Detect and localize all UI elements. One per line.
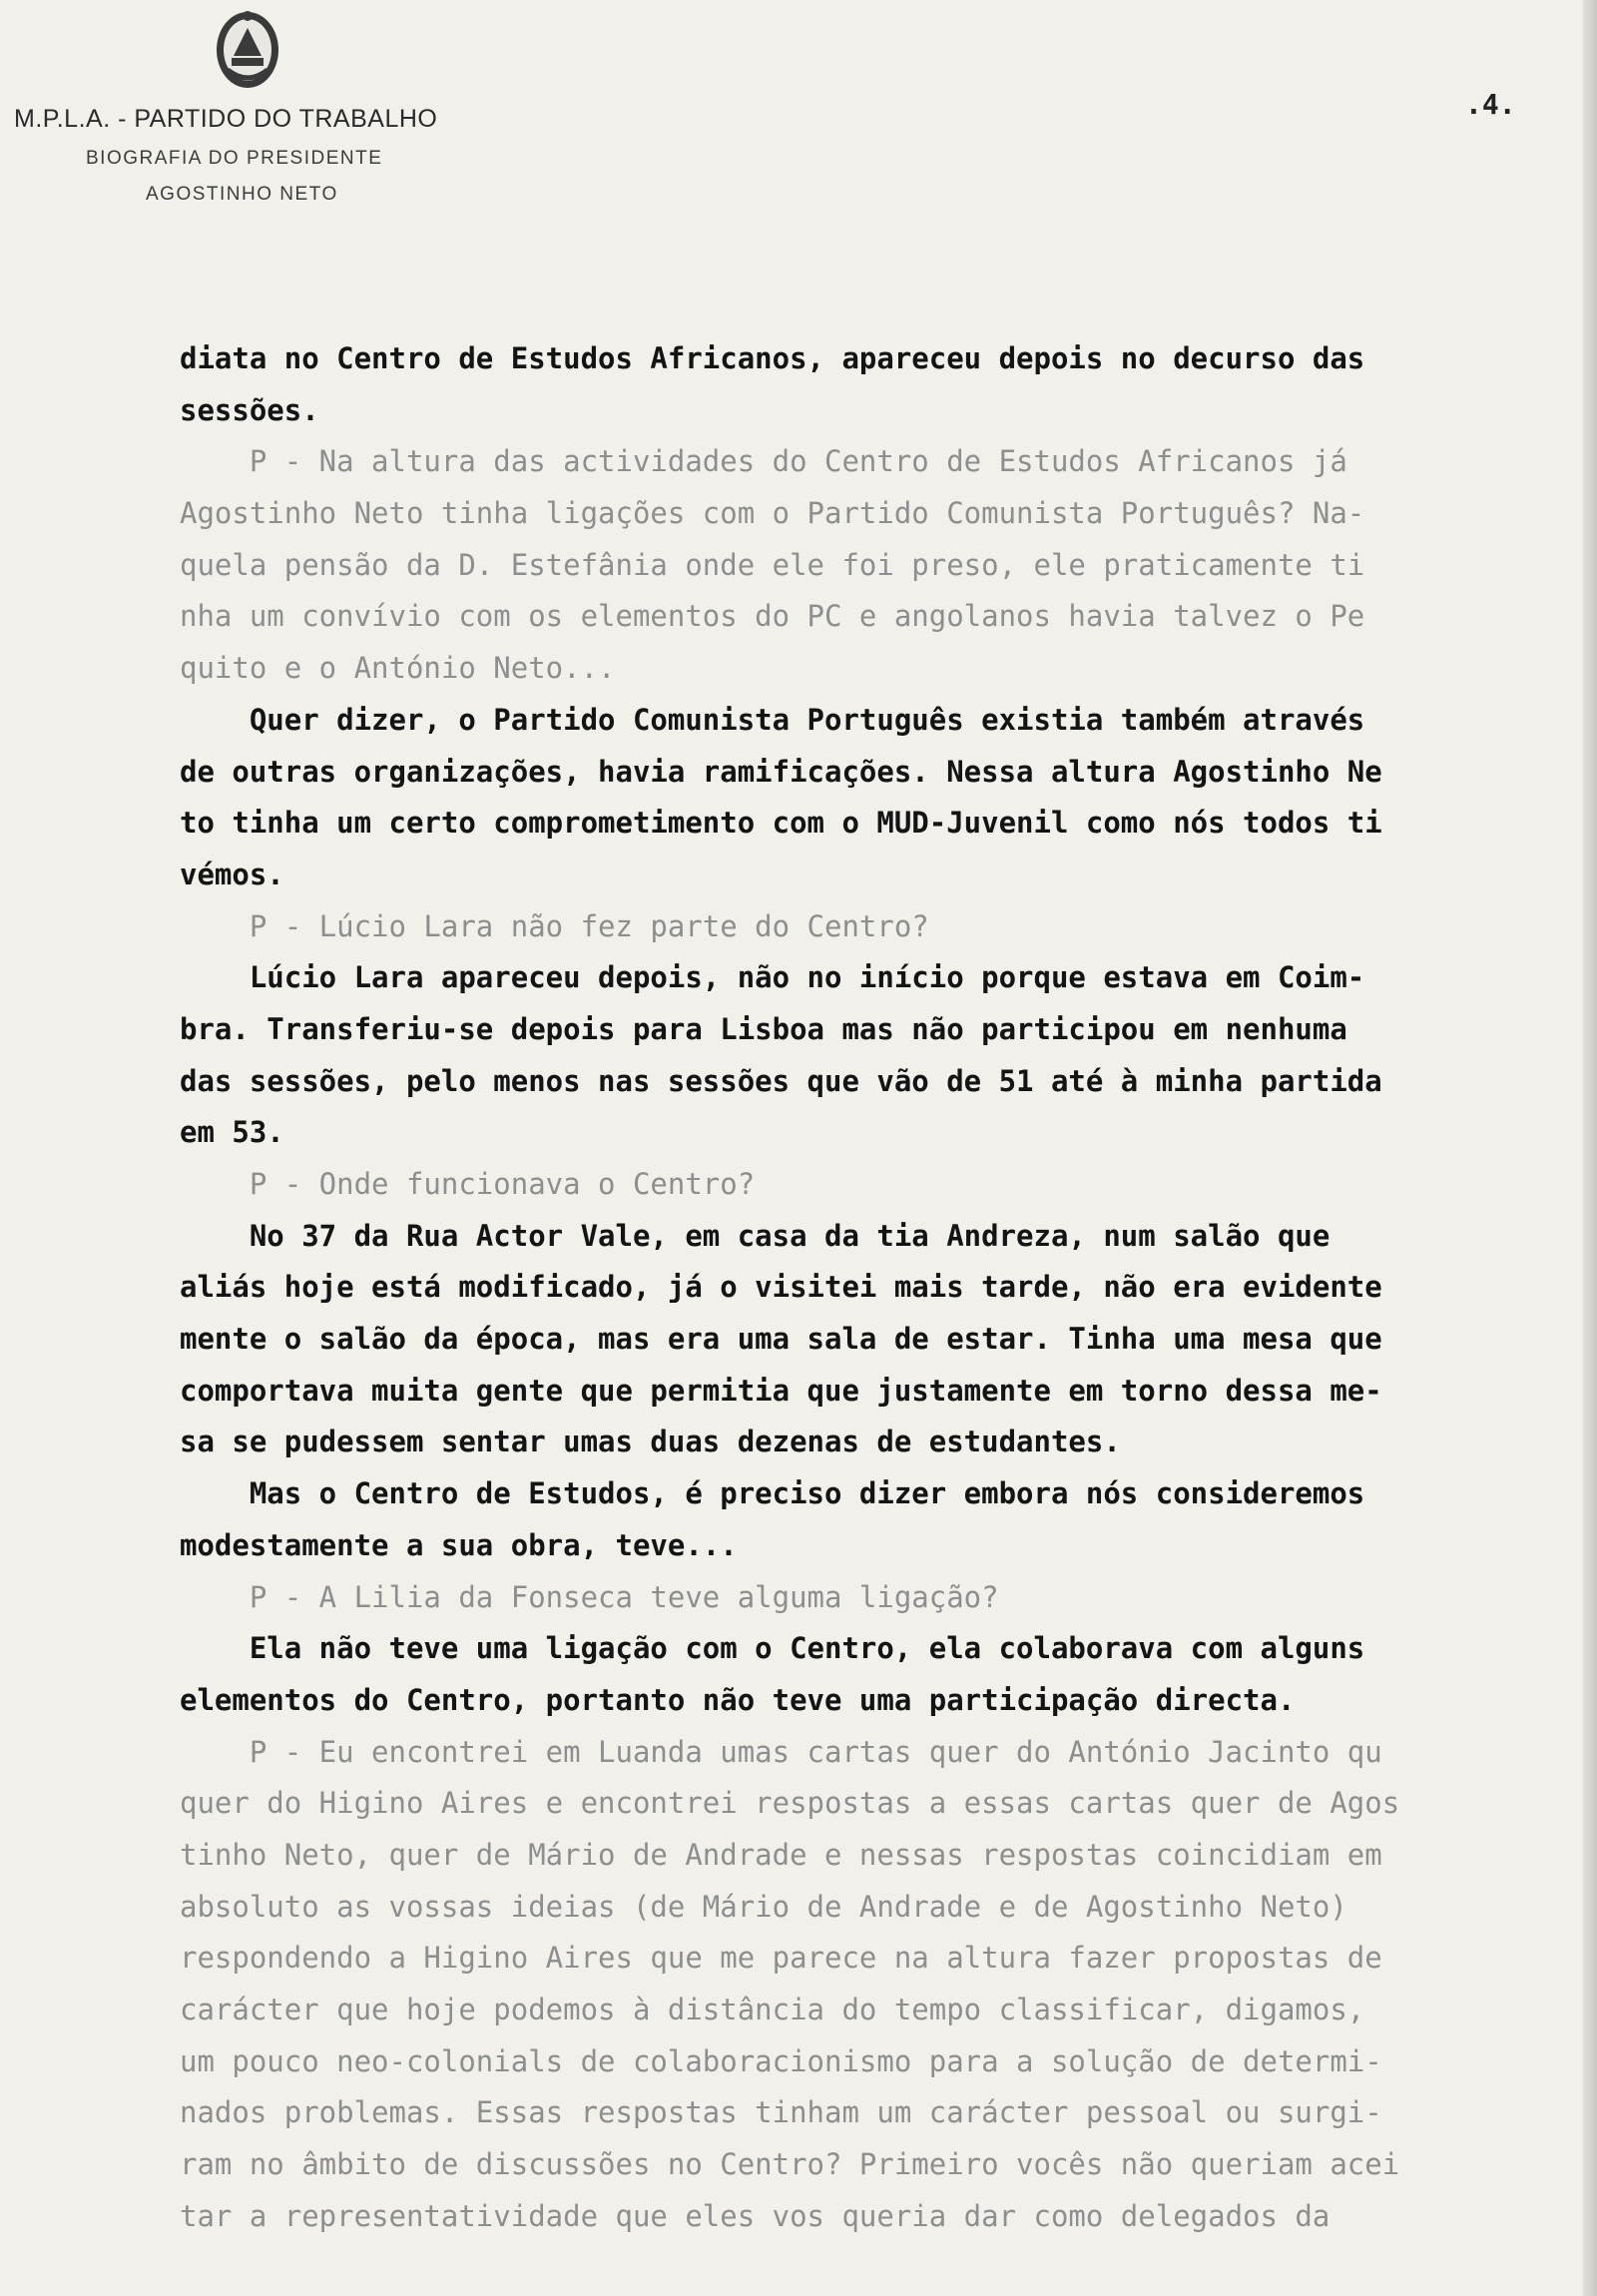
interview-transcript: [180, 333, 1557, 2242]
transcript-line: das sessões, pelo menos nas sessões que vão de 51 até à minha partida: [180, 1063, 1382, 1098]
transcript-line: P - A Lilia da Fonseca teve alguma ligação?: [180, 1579, 999, 1614]
transcript-line: em 53.: [180, 1115, 284, 1150]
transcript-line: tinho Neto, quer de Mário de Andrade e nessas respostas coincidiam em: [180, 1837, 1382, 1872]
transcript-line: aliás hoje está modificado, já o visitei mais tarde, não era evidente: [180, 1270, 1382, 1305]
transcript-line: P - Eu encontrei em Luanda umas cartas quer do António Jacinto qu: [180, 1734, 1382, 1769]
transcript-line: um pouco neo-colonials de colaboracionismo para a solução de determi-: [180, 2043, 1382, 2078]
transcript-line: P - Na altura das actividades do Centro de Estudos Africanos já: [180, 444, 1347, 479]
transcript-line: No 37 da Rua Actor Vale, em casa da tia Andreza, num salão que: [180, 1218, 1331, 1253]
transcript-line: de outras organizações, havia ramificações. Nessa altura Agostinho Ne: [180, 754, 1382, 789]
transcript-line: sa se pudessem sentar umas duas dezenas de estudantes.: [180, 1425, 1121, 1459]
transcript-line: nha um convívio com os elementos do PC e angolanos havia talvez o Pe: [180, 599, 1365, 634]
transcript-line: Agostinho Neto tinha ligações com o Partido Comunista Português? Na-: [180, 496, 1365, 531]
transcript-line: ram no âmbito de discussões no Centro? Primeiro vocês não queriam acei: [180, 2147, 1400, 2182]
mpla-emblem-icon: [212, 6, 283, 92]
transcript-line: Ela não teve uma ligação com o Centro, ela colaborava com alguns: [180, 1631, 1365, 1666]
scan-edge-shadow: [1583, 0, 1597, 2296]
transcript-line: diata no Centro de Estudos Africanos, apareceu depois no decurso das: [180, 341, 1365, 375]
transcript-line: bra. Transferiu-se depois para Lisboa mas não participou em nenhuma: [180, 1011, 1347, 1046]
page-number: .4.: [1465, 88, 1516, 121]
transcript-line: modestamente a sua obra, teve...: [180, 1527, 738, 1562]
transcript-line: quer do Higino Aires e encontrei respostas a essas cartas quer de Agos: [180, 1786, 1400, 1821]
transcript-line: sessões.: [180, 392, 319, 427]
transcript-line: Mas o Centro de Estudos, é preciso dizer embora nós consideremos: [180, 1476, 1365, 1511]
transcript-line: P - Lúcio Lara não fez parte do Centro?: [180, 908, 929, 943]
transcript-line: mente o salão da época, mas era uma sala de estar. Tinha uma mesa que: [180, 1322, 1382, 1357]
document-subtitle: BIOGRAFIA DO PRESIDENTE: [86, 148, 383, 169]
transcript-line: absoluto as vossas ideias (de Mário de Andrade e de Agostinho Neto): [180, 1889, 1347, 1924]
organization-name: M.P.L.A. - PARTIDO DO TRABALHO: [14, 105, 438, 133]
transcript-line: carácter que hoje podemos à distância do tempo classificar, digamos,: [180, 1993, 1365, 2026]
transcript-line: Lúcio Lara apareceu depois, não no início porque estava em Coim-: [180, 960, 1365, 995]
transcript-line: quito e o António Neto...: [180, 651, 616, 686]
transcript-line: comportava muita gente que permitia que justamente em torno dessa me-: [180, 1373, 1382, 1408]
transcript-line: quela pensão da D. Estefânia onde ele foi preso, ele praticamente ti: [180, 547, 1365, 582]
transcript-line: to tinha um certo comprometimento com o MUD-Juvenil como nós todos ti: [180, 806, 1382, 841]
transcript-line: Quer dizer, o Partido Comunista Português existia também através: [180, 702, 1365, 737]
transcript-line: vémos.: [180, 857, 284, 891]
transcript-line: nados problemas. Essas respostas tinham um carácter pessoal ou surgi-: [180, 2095, 1382, 2130]
document-subject: AGOSTINHO NETO: [146, 184, 338, 205]
transcript-line: respondendo a Higino Aires que me parece na altura fazer propostas de: [180, 1941, 1382, 1976]
transcript-line: elementos do Centro, portanto não teve uma participação directa.: [180, 1682, 1296, 1717]
transcript-line: tar a representatividade que eles vos queria dar como delegados da: [180, 2198, 1331, 2233]
transcript-line: P - Onde funcionava o Centro?: [180, 1167, 756, 1201]
